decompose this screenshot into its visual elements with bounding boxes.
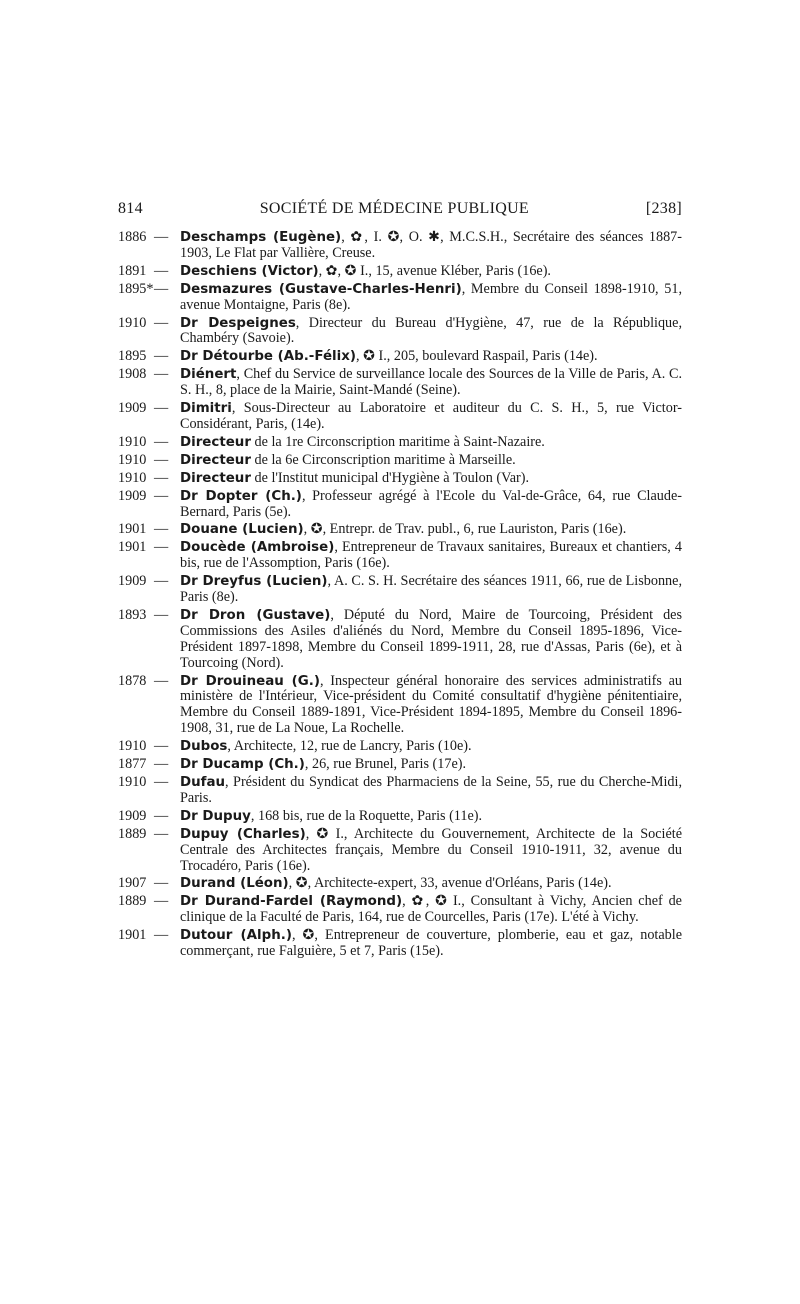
entry-name: Dutour (Alph.)	[180, 928, 292, 944]
entry-body	[180, 809, 682, 825]
page-header	[118, 200, 682, 218]
list-item	[118, 522, 682, 538]
entry-year: 1891	[118, 262, 147, 279]
entry-body	[180, 757, 682, 773]
entry-body	[180, 674, 682, 738]
entry-dash: —	[154, 280, 169, 297]
entry-year: 1901	[118, 521, 147, 538]
entry-name: Dr Détourbe (Ab.-Félix)	[180, 349, 356, 365]
list-item	[118, 674, 682, 738]
list-item	[118, 809, 682, 825]
entry-text: , Directeur du Bureau d'Hygiène, 47, rue de la République, Chambéry (Savoie).	[180, 314, 682, 347]
list-item	[118, 471, 682, 487]
entry-year: 1886	[118, 229, 147, 245]
entry-text: , 26, rue Brunel, Paris (17e).	[304, 756, 467, 773]
entry-name: Deschiens (Victor)	[180, 263, 319, 279]
entry-year: 1910	[118, 314, 147, 331]
entry-text: , Entrepreneur de Travaux sanitaires, Bureaux et chantiers, 4 bis, rue de l'Assomption, Paris (16e).	[180, 539, 682, 572]
page-title: SOCIÉTÉ DE MÉDECINE PUBLIQUE	[259, 200, 530, 217]
entry-name: Dimitri	[180, 401, 232, 417]
entry-name: Dr Dupuy	[180, 808, 251, 824]
entry-name: Dufau	[180, 775, 226, 790]
entry-text: , Chef du Service de surveillance locale des Sources de la Ville de Paris, A. C. S. H., 8, place de la Mairie, Saint-Mandé (Seine).	[180, 366, 682, 399]
entry-year: 1910	[118, 451, 147, 468]
entry-body	[180, 435, 682, 451]
entry-body	[180, 894, 682, 926]
entry-year: 1910	[118, 738, 147, 755]
entry-year: 1908	[118, 366, 147, 383]
member-list	[118, 230, 682, 960]
list-item	[118, 349, 682, 365]
list-item	[118, 264, 682, 280]
entry-name: Dupuy (Charles)	[180, 826, 306, 842]
entry-body	[180, 471, 682, 487]
entry-body	[180, 367, 682, 399]
entry-year: 1893	[118, 606, 147, 623]
entry-text: , Professeur agrégé à l'Ecole du Val-de-Grâce, 64, rue Claude-Bernard, Paris (5e).	[180, 487, 682, 520]
list-item	[118, 540, 682, 572]
entry-year: 1910	[118, 469, 147, 486]
entry-dash: —	[154, 756, 169, 773]
entry-dash: —	[154, 573, 169, 590]
entry-dash: —	[154, 433, 169, 450]
document-page	[118, 200, 682, 962]
entry-text: , ✪, Entrepreneur de couverture, plomberie, eau et gaz, notable commerçant, rue Falguière, 5 et 7, Paris (15e).	[180, 927, 682, 960]
list-item	[118, 435, 682, 451]
entry-dash: —	[154, 229, 169, 245]
entry-dash: —	[154, 807, 169, 824]
entry-year: 1909	[118, 487, 147, 504]
entry-text: , ✪, Architecte-expert, 33, avenue d'Orléans, Paris (14e).	[288, 875, 612, 892]
list-item	[118, 453, 682, 469]
entry-name: Directeur	[180, 470, 251, 486]
list-item	[118, 739, 682, 755]
entry-body	[180, 349, 682, 365]
entry-name: Dubos	[180, 739, 228, 755]
entry-text: , ✿, I. ✪, O. ✱, M.C.S.H., Secrétaire des séances 1887-1903, Le Flat par Vallière, Creuse.	[180, 229, 682, 261]
entry-text: de la 6e Circonscription maritime à Marseille.	[250, 451, 516, 468]
list-item	[118, 757, 682, 773]
entry-body	[180, 489, 682, 521]
entry-dash: —	[154, 539, 169, 556]
entry-dash: —	[154, 469, 169, 486]
entry-text: , Inspecteur général honoraire des services administratifs au ministère de l'Intérieur, Vice-président du Comité consultatif d'hygiène pénitentiaire, Membre du Conseil 1889-1891, Vice-Président 1894-1895, Membre du Conseil 1896-1908, 31, rue de La Noue, La Rochelle.	[180, 672, 682, 737]
entry-year: 1909	[118, 807, 147, 824]
page-bracket-number: [238]	[645, 200, 682, 217]
entry-year: 1889	[118, 893, 147, 910]
list-item	[118, 367, 682, 399]
entry-body	[180, 453, 682, 469]
entry-body	[180, 316, 682, 348]
page-number: 814	[118, 200, 143, 217]
list-item	[118, 230, 682, 262]
entry-text: , ✪, Entrepr. de Trav. publ., 6, rue Lauriston, Paris (16e).	[303, 521, 627, 538]
list-item	[118, 827, 682, 875]
entry-text: , Sous-Directeur au Laboratoire et auditeur du C. S. H., 5, rue Victor-Considérant, Paris, (14e).	[180, 400, 682, 432]
list-item	[118, 489, 682, 521]
entry-text: , Président du Syndicat des Pharmaciens de la Seine, 55, rue du Cherche-Midi, Paris.	[180, 774, 682, 806]
entry-name: Desmazures (Gustave-Charles-Henri)	[180, 281, 462, 297]
entry-body	[180, 608, 682, 672]
entry-dash: —	[154, 672, 169, 689]
entry-text: , ✪ I., 205, boulevard Raspail, Paris (14e).	[355, 348, 598, 365]
entry-name: Durand (Léon)	[180, 876, 289, 892]
list-item	[118, 316, 682, 348]
entry-text: , Député du Nord, Maire de Tourcoing, Président des Commissions des Asiles d'aliénés du Nord, Membre du Conseil 1895-1896, Vice-Président 1897-1898, Membre du Conseil 1899-1911, 28, rue d'Assas, Paris (6e), et à Tourcoing (Nord).	[180, 606, 682, 671]
entry-text: , ✿, ✪ I., 15, avenue Kléber, Paris (16e).	[318, 262, 551, 279]
entry-body	[180, 739, 682, 755]
entry-name: Dr Drouineau (G.)	[180, 673, 320, 689]
entry-text: , Membre du Conseil 1898-1910, 51, avenue Montaigne, Paris (8e).	[180, 280, 683, 313]
entry-dash: —	[154, 487, 169, 504]
entry-dash: —	[154, 314, 169, 331]
entry-text: de la 1re Circonscription maritime à Saint-Nazaire.	[250, 433, 545, 450]
entry-text: , Architecte, 12, rue de Lancry, Paris (10e).	[227, 738, 472, 755]
entry-year: 1901	[118, 539, 147, 556]
entry-body	[180, 928, 682, 960]
entry-year: 1889	[118, 825, 147, 842]
entry-dash: —	[154, 738, 169, 755]
entry-body	[180, 230, 682, 262]
entry-name: Dr Ducamp (Ch.)	[180, 757, 305, 773]
entry-year: 1878	[118, 672, 147, 689]
entry-year: 1910	[118, 433, 147, 450]
entry-name: Dr Dron (Gustave)	[180, 607, 331, 623]
entry-dash: —	[154, 875, 169, 892]
entry-body	[180, 522, 682, 538]
entry-text: de l'Institut municipal d'Hygiène à Toulon (Var).	[250, 469, 530, 486]
entry-name: Deschamps (Eugène)	[180, 230, 342, 245]
entry-year: 1901	[118, 927, 147, 944]
entry-body	[180, 282, 682, 314]
list-item	[118, 876, 682, 892]
entry-dash: —	[154, 521, 169, 538]
entry-body	[180, 827, 682, 875]
entry-year: 1877	[118, 756, 147, 773]
entry-year: 1909	[118, 400, 147, 417]
entry-name: Dr Dopter (Ch.)	[180, 488, 302, 504]
entry-body	[180, 264, 682, 280]
entry-dash: —	[154, 400, 169, 417]
entry-dash: —	[154, 825, 169, 842]
entry-dash: —	[154, 348, 169, 365]
entry-dash: —	[154, 262, 169, 279]
entry-year: 1895	[118, 348, 147, 365]
entry-name: Diénert	[180, 367, 237, 383]
entry-body	[180, 876, 682, 892]
entry-name: Douane (Lucien)	[180, 522, 304, 538]
entry-body	[180, 401, 682, 433]
entry-name: Dr Despeignes	[180, 315, 296, 331]
entry-name: Doucède (Ambroise)	[180, 540, 335, 556]
entry-year: 1909	[118, 573, 147, 590]
entry-name: Directeur	[180, 452, 251, 468]
entry-text: , 168 bis, rue de la Roquette, Paris (11e).	[250, 807, 483, 824]
list-item	[118, 608, 682, 672]
entry-name: Dr Dreyfus (Lucien)	[180, 574, 328, 590]
entry-dash: —	[154, 927, 169, 944]
entry-year: 1907	[118, 875, 147, 892]
entry-year: 1895*	[118, 280, 154, 297]
entry-body	[180, 775, 682, 807]
list-item	[118, 928, 682, 960]
entry-dash: —	[154, 606, 169, 623]
entry-name: Directeur	[180, 434, 251, 450]
entry-text: , ✪ I., Architecte du Gouvernement, Architecte de la Société Centrale des Architectes français, Membre du Conseil 1910-1911, 32, avenue du Trocadéro, Paris (16e).	[180, 825, 682, 874]
entry-text: , A. C. S. H. Secrétaire des séances 1911, 66, rue de Lisbonne, Paris (8e).	[180, 573, 682, 606]
list-item	[118, 894, 682, 926]
entry-dash: —	[154, 774, 169, 790]
list-item	[118, 282, 682, 314]
entry-body	[180, 540, 682, 572]
entry-text: , ✿, ✪ I., Consultant à Vichy, Ancien chef de clinique de la Faculté de Paris, 164, rue de Courcelles, Paris (17e). L'été à Vichy.	[180, 893, 682, 926]
entry-dash: —	[154, 893, 169, 910]
entry-name: Dr Durand-Fardel (Raymond)	[180, 894, 403, 910]
list-item	[118, 401, 682, 433]
entry-dash: —	[154, 451, 169, 468]
list-item	[118, 574, 682, 606]
entry-year: 1910	[118, 774, 147, 790]
entry-body	[180, 574, 682, 606]
list-item	[118, 775, 682, 807]
entry-dash: —	[154, 366, 169, 383]
